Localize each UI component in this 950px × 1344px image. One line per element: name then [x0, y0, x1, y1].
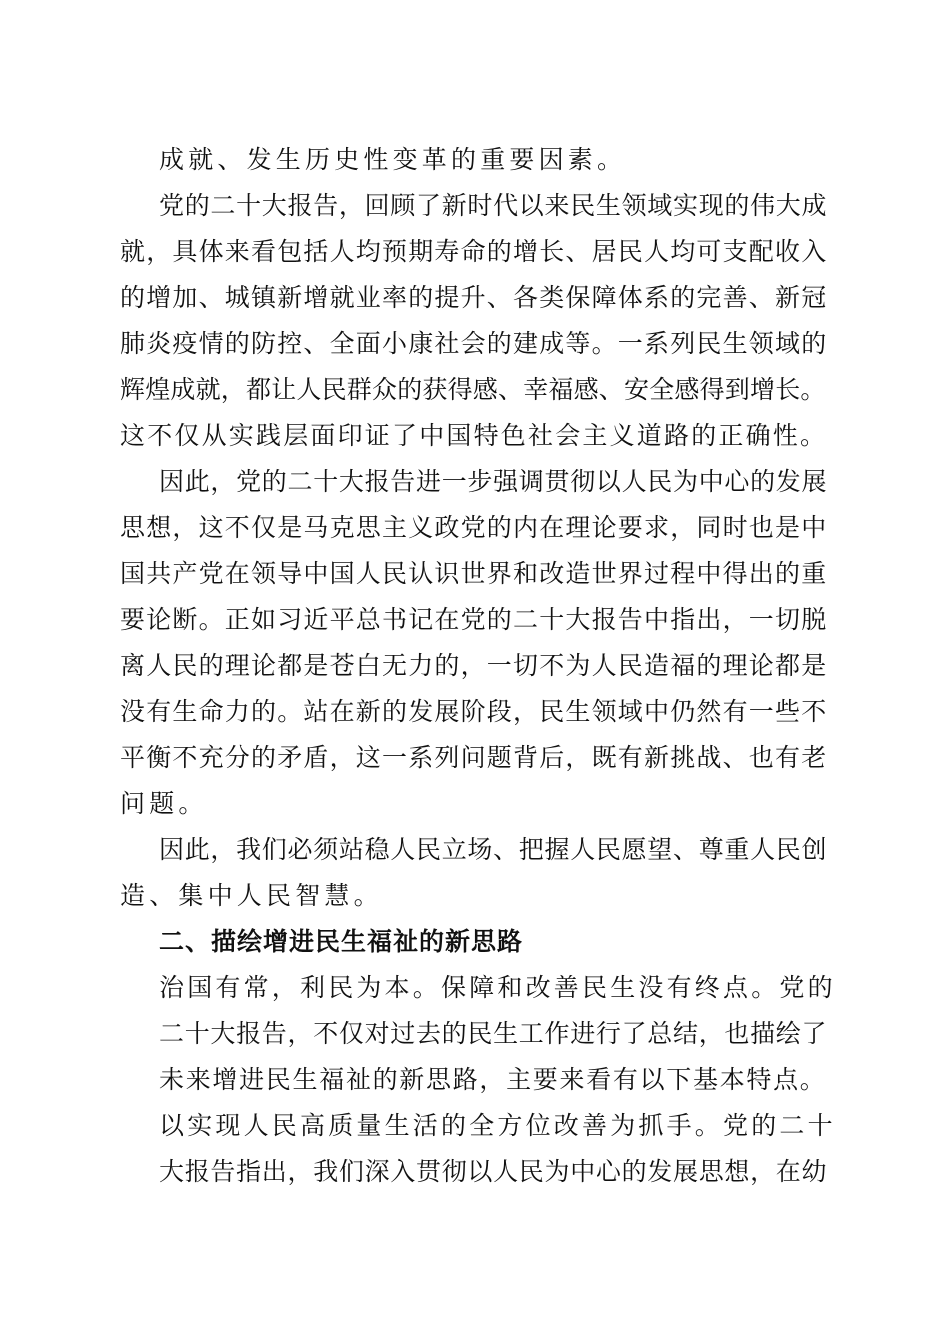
text-line: 肺炎疫情的防控、全面小康社会的建成等。一系列民生领域的	[120, 329, 828, 358]
text-line: 这不仅从实践层面印证了中国特色社会主义道路的正确性。	[120, 421, 828, 450]
text-line: 造、集中人民智慧。	[120, 881, 383, 910]
text-line: 要论断。正如习近平总书记在党的二十大报告中指出，一切脱	[120, 605, 828, 634]
text-line: 平衡不充分的矛盾，这一系列问题背后，既有新挑战、也有老	[120, 743, 828, 772]
text-line: 党的二十大报告，回顾了新时代以来民生领域实现的伟大成	[159, 191, 828, 220]
text-line: 辉煌成就，都让人民群众的获得感、幸福感、安全感得到增长。	[120, 375, 826, 404]
text-line: 成就、发生历史性变革的重要因素。	[159, 145, 627, 174]
text-line: 未来增进民生福祉的新思路，主要来看有以下基本特点。	[159, 1065, 827, 1094]
text-line: 以实现人民高质量生活的全方位改善为抓手。党的二十	[159, 1111, 836, 1140]
text-line: 治国有常，利民为本。保障和改善民生没有终点。党的	[159, 973, 836, 1002]
text-line: 因此，党的二十大报告进一步强调贯彻以人民为中心的发展	[159, 467, 828, 496]
text-line: 没有生命力的。站在新的发展阶段，民生领域中仍然有一些不	[120, 697, 828, 726]
text-line: 离人民的理论都是苍白无力的，一切不为人民造福的理论都是	[120, 651, 828, 680]
section-heading: 二、描绘增进民生福祉的新思路	[159, 927, 524, 956]
text-line: 国共产党在领导中国人民认识世界和改造世界过程中得出的重	[120, 559, 828, 588]
text-line: 就，具体来看包括人均预期寿命的增长、居民人均可支配收入	[120, 237, 828, 266]
text-line: 因此，我们必须站稳人民立场、把握人民愿望、尊重人民创	[159, 835, 828, 864]
text-line: 问题。	[120, 789, 208, 818]
text-line: 二十大报告，不仅对过去的民生工作进行了总结，也描绘了	[159, 1019, 828, 1048]
text-line: 大报告指出，我们深入贯彻以人民为中心的发展思想，在幼	[159, 1157, 828, 1186]
text-line: 思想，这不仅是马克思主义政党的内在理论要求，同时也是中	[120, 513, 828, 542]
text-line: 的增加、城镇新增就业率的提升、各类保障体系的完善、新冠	[120, 283, 828, 312]
